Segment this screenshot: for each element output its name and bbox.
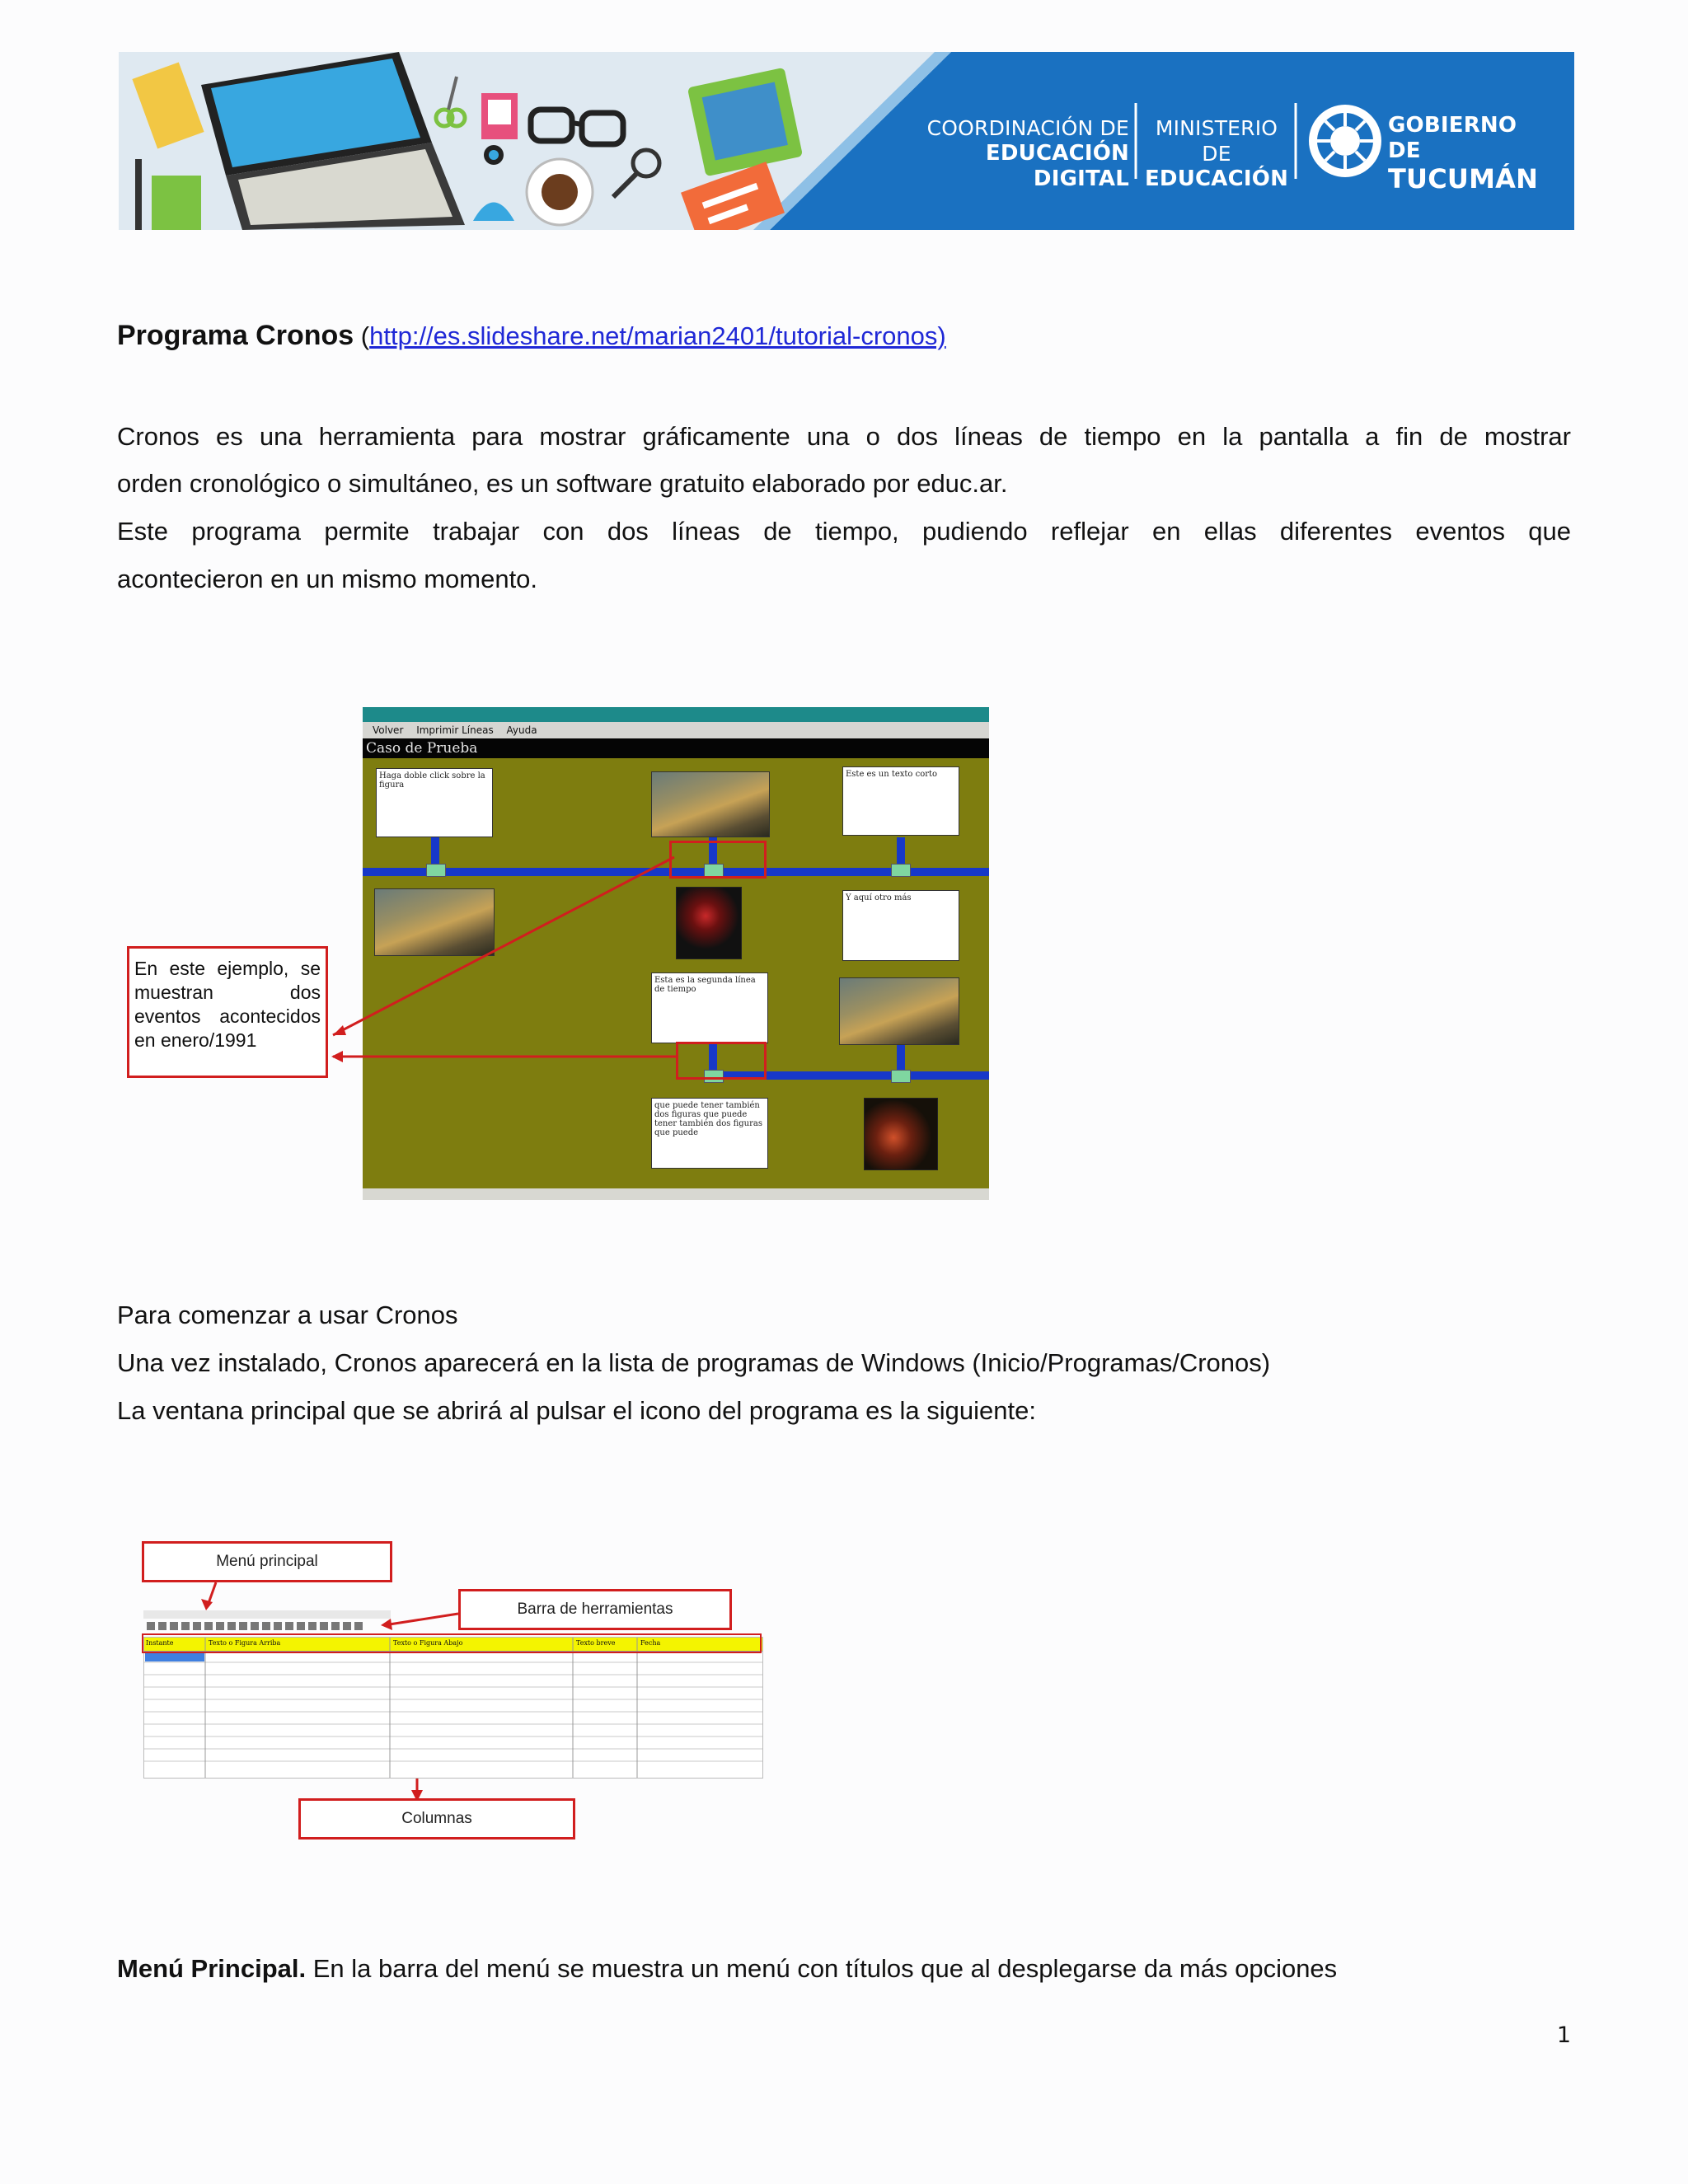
intro-line-3: Este programa permite trabajar con dos líneas de tiempo, pudiendo reflejar en ellas diferentes eventos que bbox=[117, 517, 1571, 546]
col-header-texto-breve: Texto breve bbox=[576, 1639, 616, 1647]
title-text: Programa Cronos bbox=[117, 320, 354, 351]
brand-gobierno-tucuman: GOBIERNO DE TUCUMÁN bbox=[1388, 113, 1539, 194]
card-texto-corto: Este es un texto corto bbox=[842, 766, 959, 836]
section2-line-2: Una vez instalado, Cronos aparecerá en la lista de programas de Windows (Inicio/Programas/Cronos) bbox=[117, 1348, 1271, 1377]
tutorial-link[interactable]: http://es.slideshare.net/marian2401/tutorial-cronos) bbox=[369, 321, 946, 350]
toolbar-icons bbox=[143, 1610, 391, 1633]
section2-line-1: Para comenzar a usar Cronos bbox=[117, 1301, 458, 1329]
label-menu-principal: Menú principal bbox=[142, 1541, 392, 1582]
toolbar-strip bbox=[143, 1610, 391, 1633]
col-header-arriba: Texto o Figura Arriba bbox=[209, 1639, 281, 1647]
col-header-abajo: Texto o Figura Abajo bbox=[393, 1639, 463, 1647]
menu-principal-text: En la barra del menú se muestra un menú con títulos que al desplegarse da más opciones bbox=[306, 1954, 1338, 1983]
intro-line-4: acontecieron en un mismo momento. bbox=[117, 565, 538, 593]
brand-ministerio: MINISTERIO DE EDUCACIÓN bbox=[1144, 116, 1289, 191]
grid-lines bbox=[144, 1638, 762, 1778]
col-header-instante: Instante bbox=[146, 1639, 174, 1647]
menu-ayuda: Ayuda bbox=[506, 724, 537, 736]
columns-grid bbox=[143, 1637, 763, 1779]
page-number: 1 bbox=[1556, 2022, 1571, 2048]
card-haga-doble-click: Haga doble click sobre la figura bbox=[376, 768, 493, 837]
card-segunda-linea: Esta es la segunda línea de tiempo bbox=[651, 972, 768, 1043]
title-paren: ( bbox=[354, 321, 370, 350]
brand-educacion-digital: COORDINACIÓN DE EDUCACIÓN DIGITAL bbox=[926, 116, 1129, 191]
col-header-fecha: Fecha bbox=[640, 1639, 661, 1647]
card-dos-figuras: que puede tener también dos figuras que puede tener también dos figuras que puede bbox=[651, 1098, 768, 1169]
menu-principal-paragraph bbox=[117, 1945, 1571, 1993]
card-aqui-otro-mas: Y aquí otro más bbox=[842, 890, 959, 961]
menu-principal-heading: Menú Principal. bbox=[117, 1954, 307, 1983]
menu-imprimir: Imprimir Líneas bbox=[416, 724, 494, 736]
label-barra-herramientas: Barra de herramientas bbox=[458, 1589, 732, 1630]
intro-line-1: Cronos es una herramienta para mostrar gráficamente una o dos líneas de tiempo en la pantalla a fin de mostrar bbox=[117, 422, 1571, 451]
callout-box: En este ejemplo, se muestran dos eventos acontecidos en enero/1991 bbox=[127, 946, 328, 1078]
label-columnas: Columnas bbox=[298, 1798, 575, 1840]
intro-line-2: orden cronológico o simultáneo, es un software gratuito elaborado por educ.ar. bbox=[117, 469, 1008, 498]
section2-line-3: La ventana principal que se abrirá al pulsar el icono del programa es la siguiente: bbox=[117, 1396, 1036, 1425]
header-highlight-box bbox=[142, 1633, 762, 1653]
menu-volver: Volver bbox=[373, 724, 404, 736]
case-title-bar: Caso de Prueba bbox=[363, 738, 989, 758]
